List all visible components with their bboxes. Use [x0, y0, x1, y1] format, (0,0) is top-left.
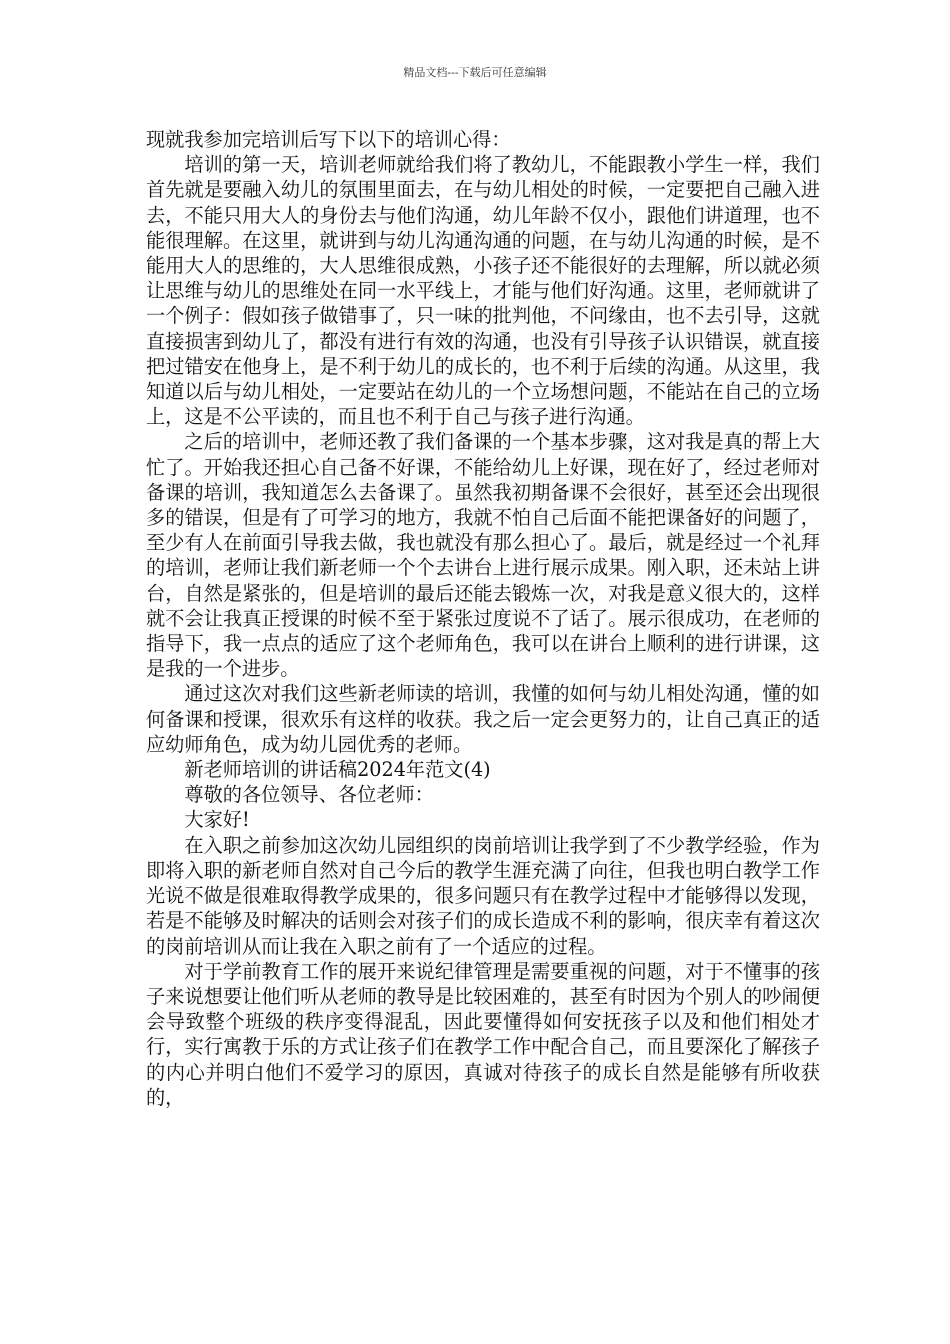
- document-body: [146, 127, 820, 1110]
- section-heading: 新老师培训的讲话稿2024年范文(4): [184, 758, 491, 782]
- paragraph-discipline: 对于学前教育工作的展开来说纪律管理是需要重视的问题，对于不懂事的孩子来说想要让他们听从老师的教导是比较困难的，甚至有时因为个别人的吵闹便会导致整个班级的秩序变得混乱，因此要懂得如何安抚孩子以及和他们相处才行，实行寓教于乐的方式让孩子们在教学工作中配合自己，而且要深化了解孩子的内心并明白他们不爱学习的原因，真诚对待孩子的成长自然是能够有所收获的，: [146, 959, 820, 1109]
- salutation: 尊敬的各位领导、各位老师：: [184, 783, 434, 807]
- paragraph-lesson-prep: 之后的培训中，老师还教了我们备课的一个基本步骤，这对我是真的帮上大忙了。开始我还担心自己备不好课，不能给幼儿上好课，现在好了，经过老师对备课的培训，我知道怎么去备课了。虽然我初期备课不会很好，甚至还会出现很多的错误，但是有了可学习的地方，我就不怕自己后面不能把课备好的问题了，至少有人在前面引导我去做，我也就没有那么担心了。最后，就是经过一个礼拜的培训，老师让我们新老师一个个去讲台上进行展示成果。刚入职，还未站上讲台，自然是紧张的，但是培训的最后还能去锻炼一次，对我是意义很大的，这样就不会让我真正授课的时候不至于紧张过度说不了话了。展示很成功，在老师的指导下，我一点点的适应了这个老师角色，我可以在讲台上顺利的进行讲课，这是我的一个进步。: [146, 430, 820, 681]
- paragraph-pre-job-training: 在入职之前参加这次幼儿园组织的岗前培训让我学到了不少教学经验，作为即将入职的新老师自然对自己今后的教学生涯充满了向往，但我也明白教学工作光说不做是很难取得教学成果的，很多问题只有在教学过程中才能够得以发现，若是不能够及时解决的话则会对孩子们的成长造成不利的影响，很庆幸有着这次的岗前培训从而让我在入职之前有了一个适应的过程。: [146, 833, 820, 958]
- page-header: 精品文档---下载后可任意编辑: [403, 66, 547, 79]
- paragraph-first-day: 培训的第一天，培训老师就给我们将了教幼儿，不能跟教小学生一样，我们首先就是要融入幼儿的氛围里面去，在与幼儿相处的时候，一定要把自己融入进去，不能只用大人的身份去与他们沟通，幼儿年龄不仅小，跟他们讲道理，也不能很理解。在这里，就讲到与幼儿沟通沟通的问题，在与幼儿沟通的时候，是不能用大人的思维的，大人思维很成熟，小孩子还不能很好的去理解，所以就必须让思维与幼儿的思维处在同一水平线上，才能与他们好沟通。这里，老师就讲了一个例子：假如孩子做错事了，只一味的批判他，不问缘由，也不去引导，这就直接损害到幼儿了，都没有进行有效的沟通，也没有引导孩子认识错误，就直接把过错安在他身上，是不利于幼儿的成长的，也不利于后续的沟通。从这里，我知道以后与幼儿相处，一定要站在幼儿的一个立场想问题，不能站在自己的立场上，这是不公平读的，而且也不利于自己与孩子进行沟通。: [146, 153, 820, 429]
- greeting: 大家好!: [184, 808, 250, 832]
- paragraph-summary: 通过这次对我们这些新老师读的培训，我懂的如何与幼儿相处沟通，懂的如何备课和授课，很欢乐有这样的收获。我之后一定会更努力的，让自己真正的适应幼师角色，成为幼儿园优秀的老师。: [146, 682, 820, 756]
- paragraph-intro: 现就我参加完培训后写下以下的培训心得：: [146, 128, 511, 151]
